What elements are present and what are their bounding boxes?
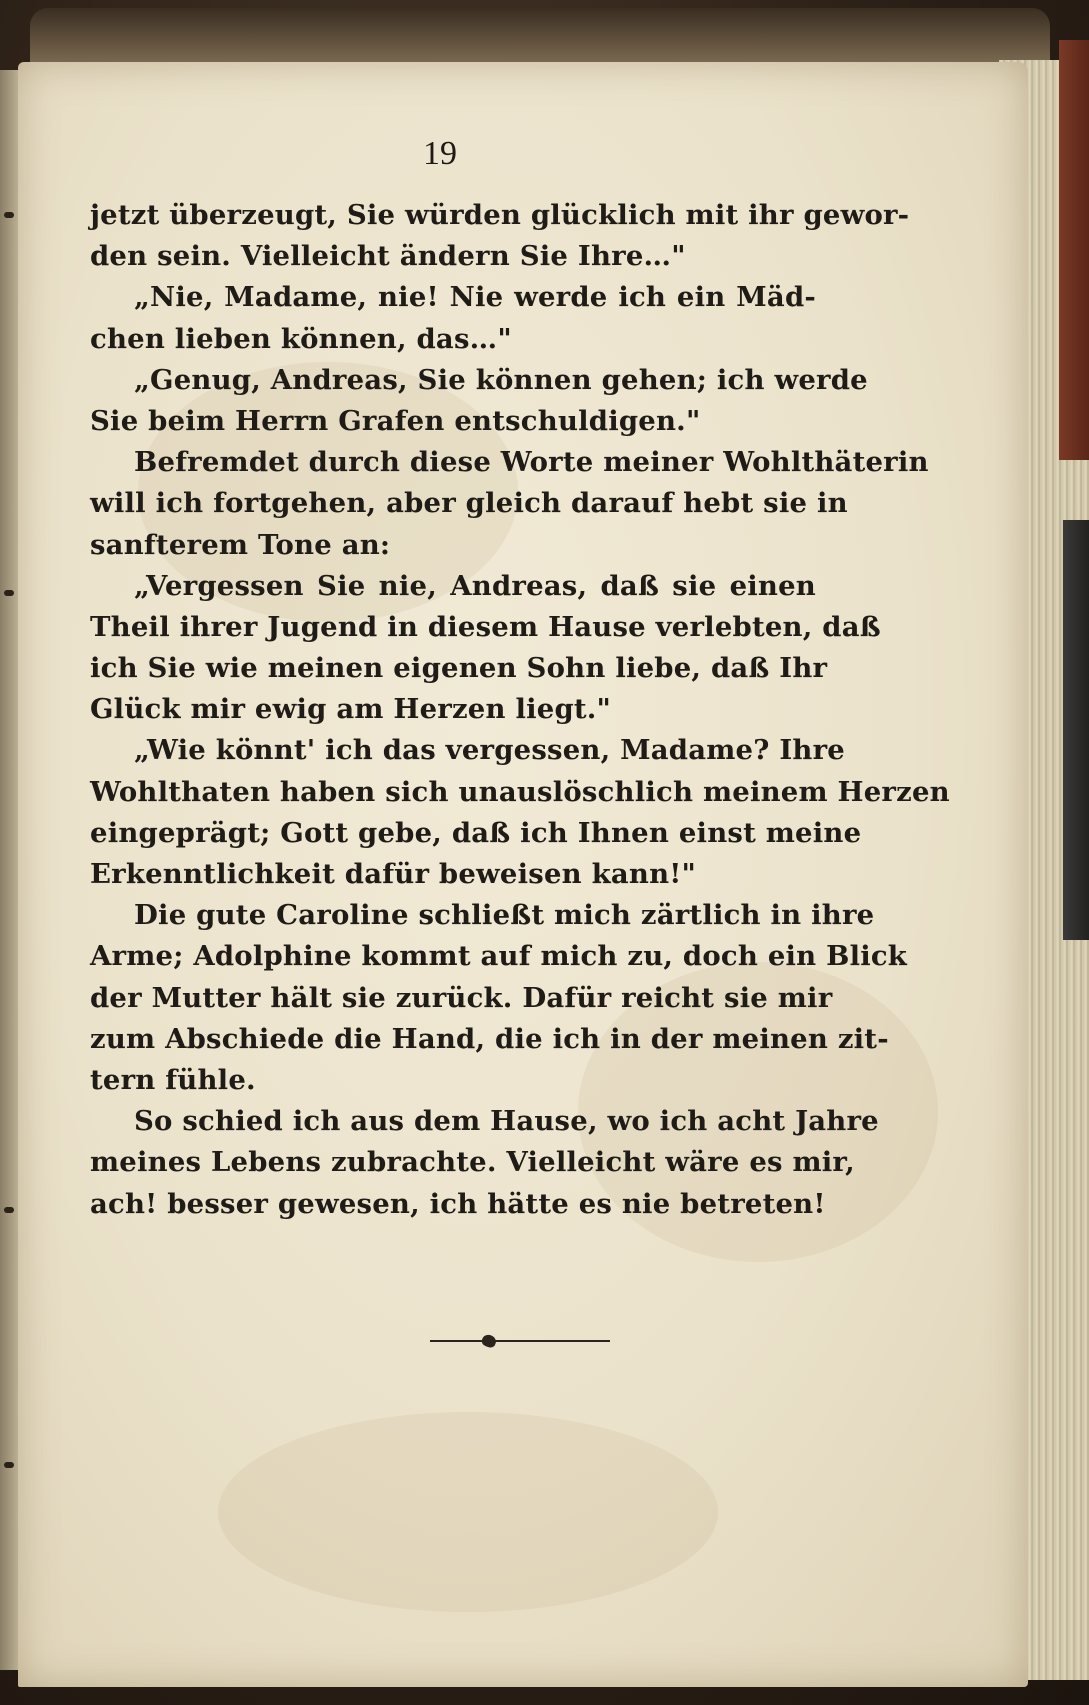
binding-thread-mark [4,1207,14,1213]
text-line: Wohlthaten haben sich unauslöschlich meinem Herzen [90,775,950,808]
text-line: chen lieben können, das…" [90,322,512,355]
binding-thread-mark [4,1462,14,1468]
text-line: Die gute Caroline schließt mich zärtlich in ihre [134,899,875,932]
body-text [90,195,950,1225]
text-line: Arme; Adolphine kommt auf mich zu, doch ein Blick [90,940,908,973]
book-cover-edge-dark [1063,520,1089,940]
text-line: eingeprägt; Gott gebe, daß ich Ihnen einst meine [90,816,862,849]
text-line: „Genug, Andreas, Sie können gehen; ich werde [134,363,868,396]
text-line: „Nie, Madame, nie! Nie werde ich ein Mäd- [134,281,816,314]
text-line: zum Abschiede die Hand, die ich in der meinen zit- [90,1022,889,1055]
binding-thread-mark [4,590,14,596]
text-line: Erkenntlichkeit dafür beweisen kann!" [90,858,697,890]
page-number: 19 [423,135,457,172]
text-line: der Mutter hält sie zurück. Dafür reicht sie mir [90,981,833,1014]
binding-thread-mark [4,212,14,218]
paper-stain [218,1412,718,1612]
text-line: Theil ihrer Jugend in diesem Hause verlebten, daß [90,610,881,643]
text-line: Glück mir ewig am Herzen liegt." [90,693,612,726]
text-line: So schied ich aus dem Hause, wo ich acht Jahre [134,1105,879,1138]
text-line: „Vergessen Sie nie, Andreas, daß sie einen [134,569,816,602]
text-line: ach! besser gewesen, ich hätte es nie betreten! [90,1187,826,1220]
text-line: Sie beim Herrn Grafen entschuldigen." [90,404,701,437]
book-cover-edge-red [1059,40,1089,460]
text-line: will ich fortgehen, aber gleich darauf hebt sie in [90,487,848,520]
text-line: den sein. Vielleicht ändern Sie Ihre…" [90,240,686,273]
text-line: tern fühle. [90,1063,256,1096]
text-line: Befremdet durch diese Worte meiner Wohlthäterin [134,446,929,479]
text-line: sanfterem Tone an: [90,528,391,561]
text-line: ich Sie wie meinen eigenen Sohn liebe, daß Ihr [90,652,828,685]
text-line: „Wie könnt' ich das vergessen, Madame? Ihre [134,734,845,767]
text-line: jetzt überzeugt, Sie würden glücklich mit ihr gewor- [90,199,910,231]
text-line: meines Lebens zubrachte. Vielleicht wäre es mir, [90,1146,855,1179]
end-rule [430,1340,610,1342]
